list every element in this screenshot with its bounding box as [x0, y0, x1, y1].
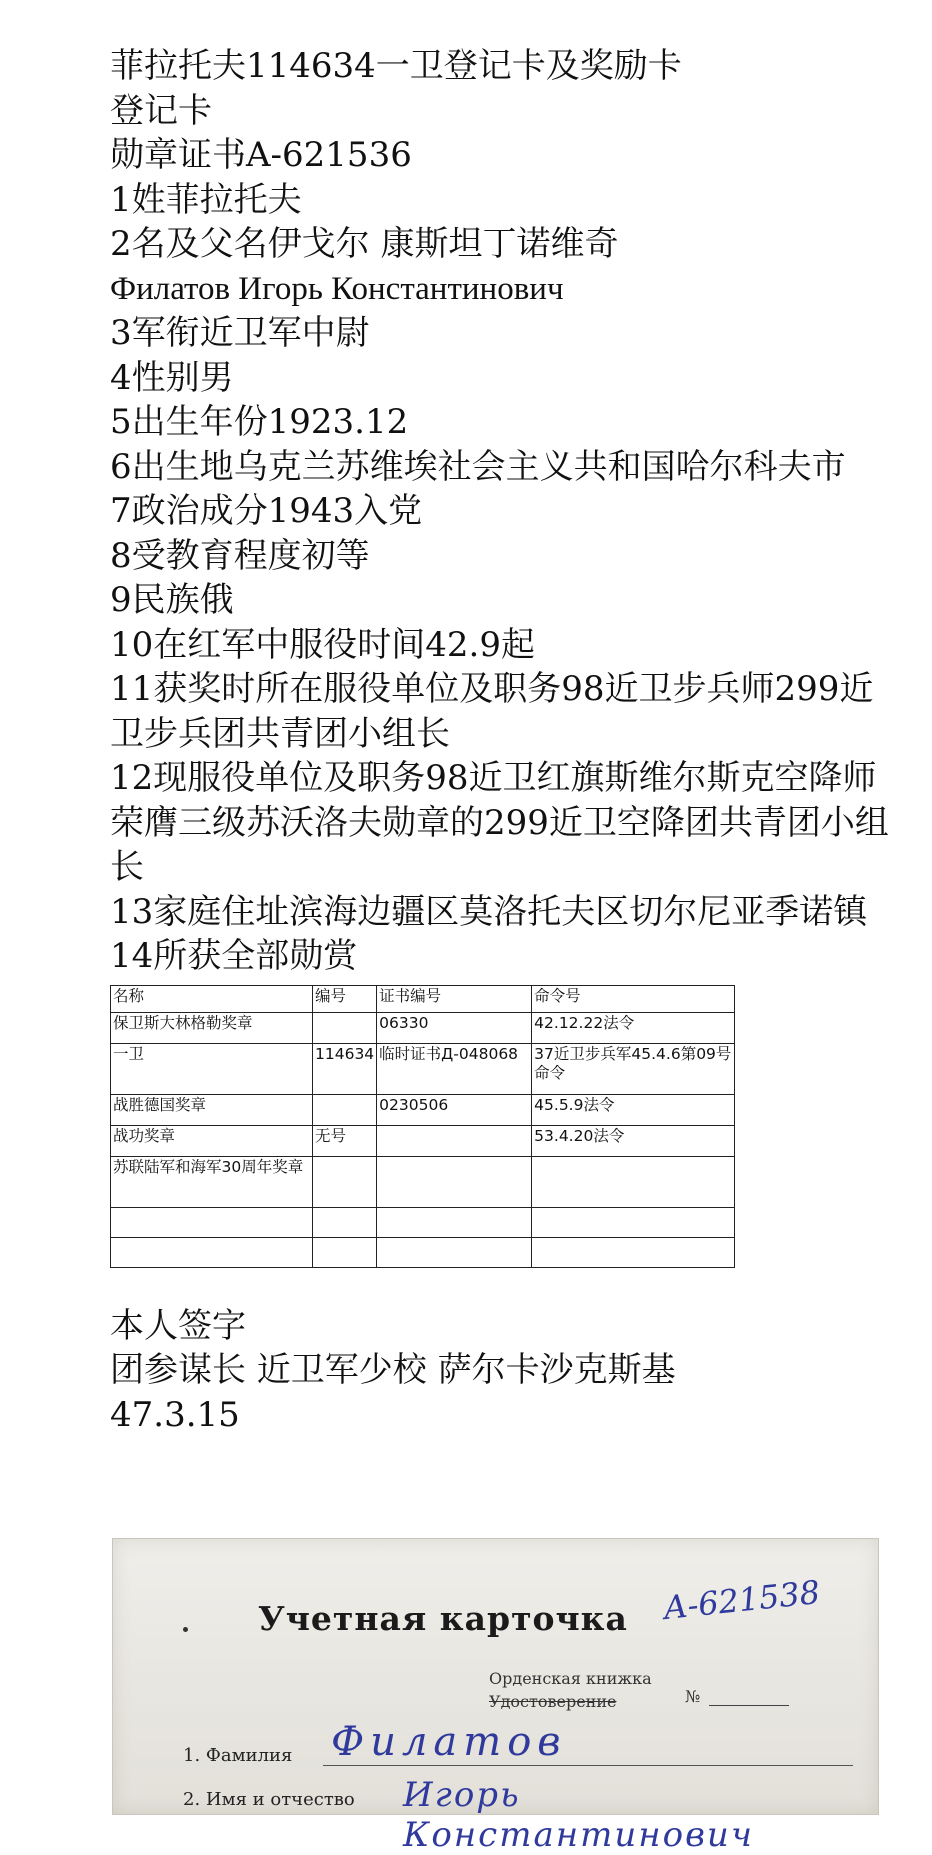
field-education: 8受教育程度初等: [110, 535, 370, 576]
table-cell: 战功奖章: [111, 1125, 313, 1156]
table-cell: [532, 1156, 735, 1207]
table-header-cell: 证书编号: [377, 985, 532, 1012]
field-nationality: 9民族俄: [110, 580, 234, 620]
field-name-russian: Филатов Игорь Константинович: [110, 270, 564, 307]
order-book-label: Орденская книжка: [489, 1669, 652, 1688]
table-cell: [377, 1237, 532, 1267]
document-title: 菲拉托夫114634一卫登记卡及奖励卡: [110, 46, 682, 86]
table-cell: [313, 1237, 377, 1267]
table-header-cell: 命令号: [532, 985, 735, 1012]
table-cell: 战胜德国奖章: [111, 1094, 313, 1125]
table-cell: 114634: [313, 1043, 377, 1094]
table-cell: [532, 1207, 735, 1237]
card-title: Учетная карточка: [258, 1599, 628, 1638]
table-cell: [313, 1207, 377, 1237]
field-sex: 4性别男: [110, 357, 234, 398]
field-service-start: 10在红军中服役时间42.9起: [110, 624, 535, 665]
table-cell: 临时证书Д-048068: [377, 1043, 532, 1094]
handwritten-surname: Филатов: [331, 1719, 567, 1765]
table-cell: [532, 1237, 735, 1267]
table-header-row: [111, 985, 735, 1012]
table-cell: [111, 1237, 313, 1267]
field-current-unit: 12现服役单位及职务98近卫红旗斯维尔斯克空降师荣膺三级苏沃洛夫勋章的299近卫空降团共青团小组长: [110, 758, 889, 887]
field-birth-year: 5出生年份1923.12: [110, 402, 409, 442]
table-cell: [377, 1125, 532, 1156]
table-cell: 0230506: [377, 1094, 532, 1125]
table-row: [111, 1156, 735, 1207]
number-underline: [709, 1705, 789, 1706]
field-home-address: 13家庭住址滨海边疆区莫洛托夫区切尔尼亚季诺镇: [110, 891, 868, 932]
table-row: [111, 1237, 735, 1267]
field-rank: 3军衔近卫军中尉: [110, 313, 370, 353]
number-label: №: [685, 1687, 701, 1706]
table-row: [111, 1043, 735, 1094]
bullet-dot-icon: [183, 1627, 188, 1632]
handwritten-name-patronymic: Игорь Константинович: [403, 1775, 754, 1855]
surname-label: 1. Фамилия: [183, 1745, 293, 1766]
table-cell: 一卫: [111, 1043, 313, 1094]
certificate-number: 勋章证书A-621536: [110, 135, 412, 175]
signature-date: 47.3.15: [110, 1394, 240, 1435]
field-awards-heading: 14所获全部勋赏: [110, 936, 358, 976]
document-body: [110, 44, 890, 1437]
table-cell: 53.4.20法令: [532, 1125, 735, 1156]
table-cell: 无号: [313, 1125, 377, 1156]
scanned-card-image: [112, 1538, 879, 1855]
signature-block: [110, 1304, 890, 1438]
table-row: [111, 1125, 735, 1156]
officer-signature: 团参谋长 近卫军少校 萨尔卡沙克斯基: [110, 1350, 676, 1390]
certificate-label: Удостоверение: [489, 1692, 617, 1711]
table-header-cell: 编号: [313, 985, 377, 1012]
field-birthplace: 6出生地乌克兰苏维埃社会主义共和国哈尔科夫市: [110, 446, 846, 487]
table-cell: [313, 1012, 377, 1043]
table-cell: [313, 1094, 377, 1125]
surname-underline: [323, 1765, 853, 1766]
table-cell: 37近卫步兵军45.4.6第09号命令: [532, 1043, 735, 1094]
table-cell: [377, 1156, 532, 1207]
table-cell: [111, 1207, 313, 1237]
table-cell: [377, 1207, 532, 1237]
document-subtitle: 登记卡: [110, 90, 212, 131]
table-cell: 苏联陆军和海军30周年奖章: [111, 1156, 313, 1207]
table-cell: 42.12.22法令: [532, 1012, 735, 1043]
table-row: [111, 1012, 735, 1043]
table-header-cell: 名称: [111, 985, 313, 1012]
field-name-patronymic: 2名及父名伊戈尔 康斯坦丁诺维奇: [110, 224, 619, 264]
table-cell: 06330: [377, 1012, 532, 1043]
table-row: [111, 1094, 735, 1125]
handwritten-book-number: А-621538: [661, 1572, 822, 1628]
table-cell: [313, 1156, 377, 1207]
field-party: 7政治成分1943入党: [110, 491, 423, 531]
table-cell: 保卫斯大林格勒奖章: [111, 1012, 313, 1043]
table-row: [111, 1207, 735, 1237]
field-unit-at-award: 11获奖时所在服役单位及职务98近卫步兵师299近卫步兵团共青团小组长: [110, 669, 874, 754]
field-surname: 1姓菲拉托夫: [110, 179, 302, 220]
table-cell: 45.5.9法令: [532, 1094, 735, 1125]
name-patronymic-label: 2. Имя и отчество: [183, 1789, 355, 1810]
self-signature-label: 本人签字: [110, 1305, 246, 1346]
awards-table: [110, 985, 735, 1268]
